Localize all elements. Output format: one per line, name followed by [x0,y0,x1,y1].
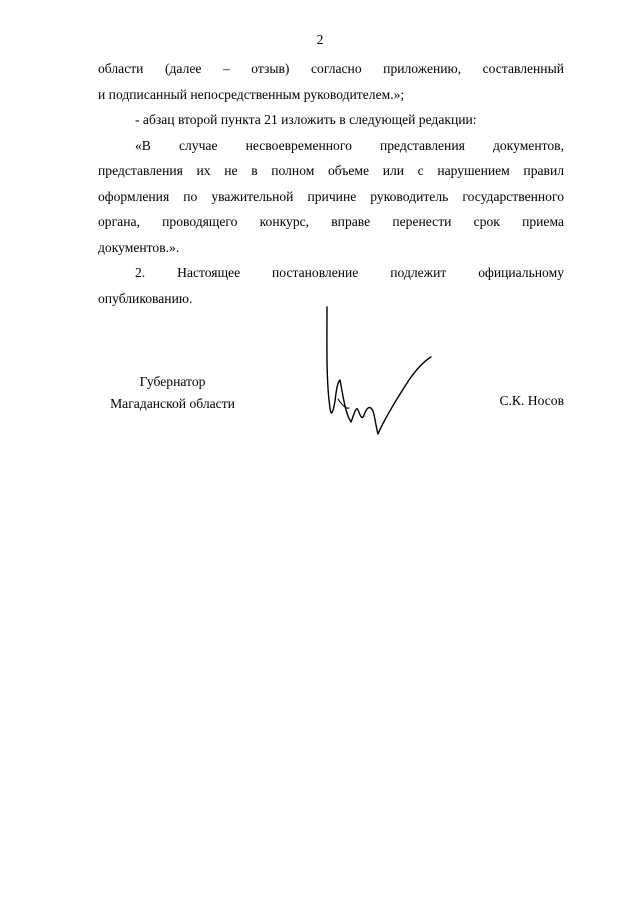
text-line: «В случае несвоевременного представления документов, [135,137,564,153]
paragraph-publication [98,260,564,311]
paragraph-quoted-text [98,133,564,261]
text-line: - абзац второй пункта 21 изложить в следующей редакции: [135,112,477,127]
paragraph-continuation [98,56,564,107]
paragraph-amendment-intro [98,107,564,133]
text-line: представления их не в полном объеме или с нарушением правил [98,163,564,178]
text-line: документов.». [98,239,180,255]
position-line: Губернатор [139,374,206,389]
document-body [98,56,564,311]
signatory-position [100,371,245,415]
text-line: и подписанный непосредственным руководителем.»; [98,86,405,102]
text-line: области (далее – отзыв) согласно приложению, составленный [98,61,564,76]
handwritten-signature [318,305,438,440]
signatory-name: С.К. Носов [499,393,564,408]
text-line: органа, проводящего конкурс, вправе перенести срок приема [98,214,564,229]
text-line: опубликованию. [98,290,193,306]
text-line: 2. Настоящее постановление подлежит официальному [135,265,564,280]
text-line: оформления по уважительной причине руководитель государственного [98,188,564,204]
position-line: Магаданской области [110,396,235,411]
page-number: 2 [316,32,324,47]
